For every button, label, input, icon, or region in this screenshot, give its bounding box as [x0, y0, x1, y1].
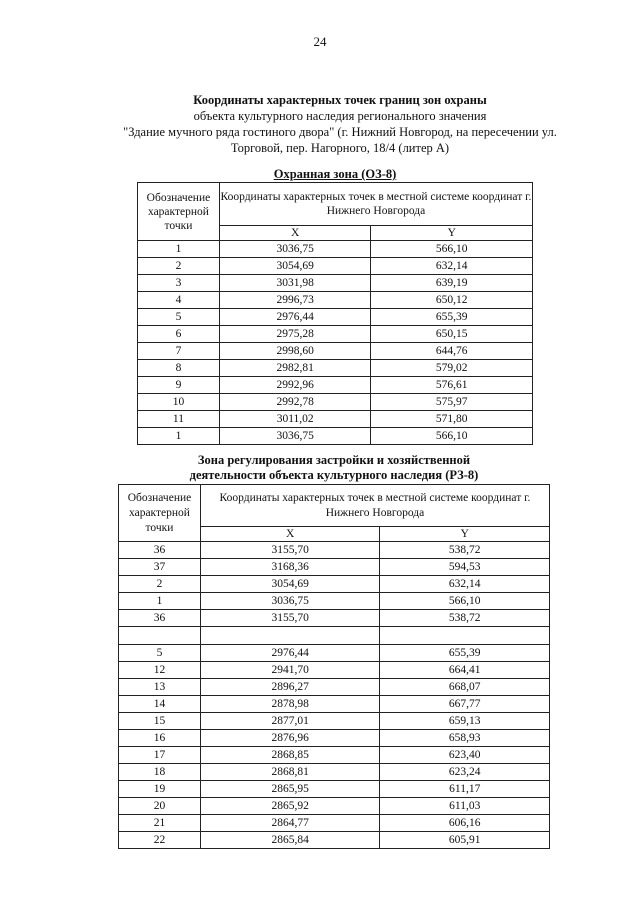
- table2-cell-y: 623,24: [380, 764, 550, 781]
- table1-cell-x: 2982,81: [219, 360, 371, 377]
- table1-cell-point: 3: [138, 275, 220, 292]
- table2-cell-x: 2876,96: [200, 730, 380, 747]
- table1-cell-point: 6: [138, 326, 220, 343]
- table1-cell-x: 2996,73: [219, 292, 371, 309]
- table1-header-point: Обозначение характерной точки: [138, 183, 220, 241]
- table1-header-coords: Координаты характерных точек в местной системе координат г. Нижнего Новгорода: [219, 183, 532, 226]
- table2-cell-point: 1: [119, 593, 201, 610]
- table-row: [119, 713, 550, 730]
- table1-cell-y: 655,39: [371, 309, 533, 326]
- table-row: [119, 593, 550, 610]
- table1-cell-x: 3011,02: [219, 411, 371, 428]
- table2-cell-x: 3155,70: [200, 542, 380, 559]
- table2-cell-point: 13: [119, 679, 201, 696]
- table1-cell-point: 5: [138, 309, 220, 326]
- table1-header-x: X: [219, 226, 371, 241]
- table2-header-coords: Координаты характерных точек в местной системе координат г. Нижнего Новгорода: [200, 485, 549, 527]
- table2-cell-x: 2864,77: [200, 815, 380, 832]
- table1-cell-x: 3036,75: [219, 428, 371, 445]
- table2-cell-y: 664,41: [380, 662, 550, 679]
- table2-cell-x: 2878,98: [200, 696, 380, 713]
- table2-cell-y: 667,77: [380, 696, 550, 713]
- header-line-4: Торговой, пер. Нагорного, 18/4 (литер А): [230, 141, 450, 155]
- table1-cell-point: 11: [138, 411, 220, 428]
- table2-caption-line-2: деятельности объекта культурного наследия (РЗ-8): [189, 468, 479, 482]
- table2-cell-x: 3155,70: [200, 610, 380, 627]
- table1-cell-y: 644,76: [371, 343, 533, 360]
- table-row: [119, 645, 550, 662]
- table-row: [119, 747, 550, 764]
- table2-cell-point: 15: [119, 713, 201, 730]
- table1-cell-y: 575,97: [371, 394, 533, 411]
- table1-cell-y: 639,19: [371, 275, 533, 292]
- table2-cell-y: 605,91: [380, 832, 550, 849]
- table2-cell-y: 623,40: [380, 747, 550, 764]
- table-row-separator: [119, 627, 550, 645]
- table2-cell-y: 611,03: [380, 798, 550, 815]
- table1-caption: Охранная зона (ОЗ-8): [273, 167, 397, 181]
- table2-cell-point: 20: [119, 798, 201, 815]
- table1-body: [138, 241, 533, 445]
- page-number: 24: [313, 34, 327, 49]
- table1-cell-x: 2975,28: [219, 326, 371, 343]
- table-row: [138, 241, 533, 258]
- table-row: [119, 798, 550, 815]
- table1-cell-point: 4: [138, 292, 220, 309]
- table-row: [119, 559, 550, 576]
- table2-cell-point: 37: [119, 559, 201, 576]
- table1-cell-point: 1: [138, 241, 220, 258]
- table-row: [119, 610, 550, 627]
- table1-cell-x: 2992,96: [219, 377, 371, 394]
- table1-header-y: Y: [371, 226, 533, 241]
- table2-cell-x: 2941,70: [200, 662, 380, 679]
- table2-header-point: Обозначение характерной точки: [119, 485, 201, 542]
- table2-cell-y: 538,72: [380, 610, 550, 627]
- table2-cell-x: 2976,44: [200, 645, 380, 662]
- table1-cell-y: 571,80: [371, 411, 533, 428]
- table2-cell-y: 655,39: [380, 645, 550, 662]
- table-row: [119, 764, 550, 781]
- table2-cell-x: 2868,81: [200, 764, 380, 781]
- table1-cell-x: 2998,60: [219, 343, 371, 360]
- table-row: [138, 275, 533, 292]
- table-row: [119, 576, 550, 593]
- table2-cell-x: 3036,75: [200, 593, 380, 610]
- table2-cell-point: 21: [119, 815, 201, 832]
- table2-cell-x: 3168,36: [200, 559, 380, 576]
- header-line-2: объекта культурного наследия регионального значения: [193, 109, 487, 123]
- table2-cell-x: 2865,95: [200, 781, 380, 798]
- regulation-zone-table: [118, 484, 550, 849]
- table1-cell-point: 7: [138, 343, 220, 360]
- table2-cell-y: 538,72: [380, 542, 550, 559]
- table2-cell-x: 2877,01: [200, 713, 380, 730]
- table2-cell-y: 632,14: [380, 576, 550, 593]
- table-row: [119, 781, 550, 798]
- table-row: [119, 662, 550, 679]
- document-title: Координаты характерных точек границ зон охраны: [193, 93, 487, 107]
- table2-header-x: X: [200, 527, 380, 542]
- table-row: [119, 730, 550, 747]
- table1-cell-point: 2: [138, 258, 220, 275]
- table1-cell-x: 2992,78: [219, 394, 371, 411]
- protection-zone-table: [137, 182, 533, 445]
- table1-cell-point: 9: [138, 377, 220, 394]
- table2-cell-point: 2: [119, 576, 201, 593]
- table2-cell-y: 658,93: [380, 730, 550, 747]
- table1-cell-y: 566,10: [371, 241, 533, 258]
- table-row: [138, 411, 533, 428]
- table2-cell-y: 594,53: [380, 559, 550, 576]
- table2-cell-point: 19: [119, 781, 201, 798]
- table1-cell-y: 650,12: [371, 292, 533, 309]
- table2-cell-x: 3054,69: [200, 576, 380, 593]
- table2-body: [119, 542, 550, 849]
- table2-cell-x: 2868,85: [200, 747, 380, 764]
- table2-cell-x: 2865,84: [200, 832, 380, 849]
- header-line-3: "Здание мучного ряда гостиного двора" (г. Нижний Новгород, на пересечении ул.: [123, 125, 557, 139]
- table-row: [138, 309, 533, 326]
- table-row: [138, 343, 533, 360]
- table2-cell-point: 22: [119, 832, 201, 849]
- table2-cell-y: 611,17: [380, 781, 550, 798]
- table2-cell-point: 36: [119, 610, 201, 627]
- table2-cell-x: 2896,27: [200, 679, 380, 696]
- table1-cell-x: 3036,75: [219, 241, 371, 258]
- table2-caption-line-1: Зона регулирования застройки и хозяйственной: [197, 453, 471, 467]
- table1-cell-point: 8: [138, 360, 220, 377]
- table2-empty-cell: [119, 627, 201, 645]
- document-header: [80, 92, 600, 156]
- table-row: [138, 394, 533, 411]
- table-row: [138, 377, 533, 394]
- table1-cell-y: 566,10: [371, 428, 533, 445]
- table2-cell-point: 16: [119, 730, 201, 747]
- table2-empty-cell: [380, 627, 550, 645]
- table1-cell-y: 650,15: [371, 326, 533, 343]
- table1-cell-y: 576,61: [371, 377, 533, 394]
- table2-cell-y: 566,10: [380, 593, 550, 610]
- table2-cell-y: 668,07: [380, 679, 550, 696]
- table2-caption: [118, 453, 550, 483]
- table1-cell-y: 579,02: [371, 360, 533, 377]
- table-row: [119, 815, 550, 832]
- table2-cell-x: 2865,92: [200, 798, 380, 815]
- table2-header-y: Y: [380, 527, 550, 542]
- table-row: [138, 292, 533, 309]
- table2-empty-cell: [200, 627, 380, 645]
- table-row: [119, 679, 550, 696]
- table1-cell-y: 632,14: [371, 258, 533, 275]
- table2-cell-point: 14: [119, 696, 201, 713]
- table2-cell-point: 18: [119, 764, 201, 781]
- table-row: [138, 360, 533, 377]
- table2-cell-point: 36: [119, 542, 201, 559]
- table-row: [138, 326, 533, 343]
- table1-cell-x: 3031,98: [219, 275, 371, 292]
- table1-cell-point: 10: [138, 394, 220, 411]
- table-row: [119, 696, 550, 713]
- table-row: [119, 542, 550, 559]
- table2-cell-point: 17: [119, 747, 201, 764]
- table-row: [119, 832, 550, 849]
- table1-cell-x: 2976,44: [219, 309, 371, 326]
- table2-cell-y: 659,13: [380, 713, 550, 730]
- table1-cell-x: 3054,69: [219, 258, 371, 275]
- table1-cell-point: 1: [138, 428, 220, 445]
- table2-cell-point: 5: [119, 645, 201, 662]
- table-row: [138, 258, 533, 275]
- table-row: [138, 428, 533, 445]
- table2-cell-point: 12: [119, 662, 201, 679]
- table2-cell-y: 606,16: [380, 815, 550, 832]
